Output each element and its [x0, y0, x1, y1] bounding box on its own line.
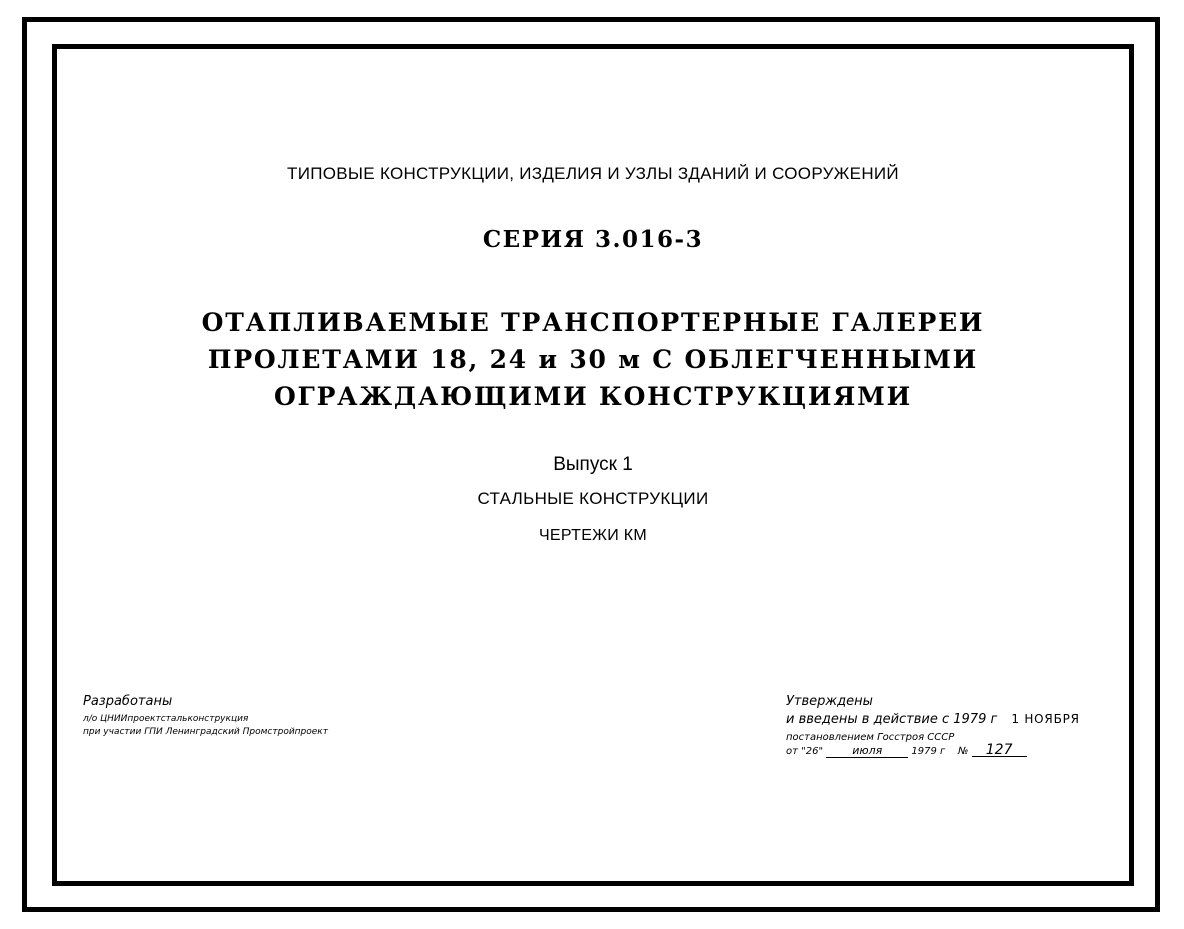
approved-effective-text: и введены в действие с 1979 г — [786, 712, 998, 727]
series-title: СЕРИЯ 3.016-3 — [482, 226, 704, 253]
approved-effective-date: 1 НОЯБРЯ — [1011, 712, 1080, 726]
approved-effective — [786, 712, 1080, 727]
decree-year: 1979 г — [911, 746, 946, 757]
decree-date-prefix: от "26" — [786, 746, 824, 757]
developed-title: Разработаны — [83, 694, 173, 709]
decree-number: 127 — [972, 744, 1027, 757]
approved-decree-date — [786, 744, 1027, 758]
supertitle: ТИПОВЫЕ КОНСТРУКЦИИ, ИЗДЕЛИЯ И УЗЛЫ ЗДАНИЙ И СООРУЖЕНИЙ — [287, 164, 899, 183]
main-title-line-1: ОТАПЛИВАЕМЫЕ ТРАНСПОРТЕРНЫЕ ГАЛЕРЕИ — [201, 308, 985, 337]
subtitle: СТАЛЬНЫЕ КОНСТРУКЦИИ — [477, 489, 709, 508]
approved-title: Утверждены — [786, 694, 873, 709]
developed-participant: при участии ГПИ Ленинградский Промстройпроект — [83, 727, 328, 737]
decree-month: июля — [826, 745, 908, 758]
main-title — [52, 304, 1134, 415]
drawings-label: ЧЕРТЕЖИ КМ — [538, 527, 648, 544]
approved-decree: постановлением Госстроя СССР — [786, 732, 955, 743]
developed-org: л/о ЦНИИпроектстальконструкция — [83, 714, 249, 724]
main-title-line-3: ОГРАЖДАЮЩИМИ КОНСТРУКЦИЯМИ — [273, 382, 913, 411]
main-title-line-2: ПРОЛЕТАМИ 18, 24 и 30 м С ОБЛЕГЧЕННЫМИ — [207, 345, 979, 374]
decree-number-label: № — [958, 746, 969, 757]
issue-label: Выпуск 1 — [553, 454, 633, 475]
